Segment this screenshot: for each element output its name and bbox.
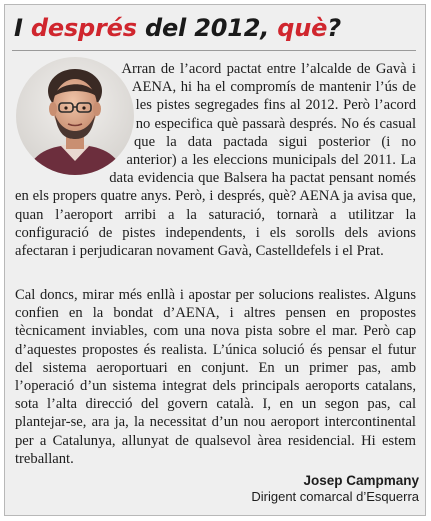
headline-highlight: després [30,14,137,42]
headline-part: del 2012, [136,14,278,42]
paragraph-1-text: Arran de l’acord pactat entre l’alcalde de Gavà i AENA, hi ha el compromís de mantenir l’ús de les pistes segregades fins al 2012. Però l’acord no especifica què passarà després. No és casual que la data pactada sigui posterior (i no anterior) a les eleccions municipals del 2011. La data evidencia que Balsera ha pactat pensant només en els propers quatre anys. Però, i després, què? AENA ja avisa que, quan l’aeroport arribi a la saturació, tornarà a utilitzar la configuració de pistes independents, i els sorolls dels avions afectaran i perjudicaran novament Gavà, Castelldefels i el Prat. [15,61,416,260]
headline-divider [12,50,416,51]
headline-highlight: què [277,14,328,42]
article-paragraph-1 [15,60,416,260]
author-role: Dirigent comarcal d’Esquerra [251,489,419,504]
article-paragraph-2: Cal doncs, mirar més enllà i apostar per solucions realistes. Alguns confien en la bondat d’AENA, i altres pensen en propostes tècnicament inviables, com una nova pista sobre el mar. Però cap d’aquestes propostes és realista. L’única solució és pensar el futur del sistema aeroportuari en conjunt. En un primer pas, amb l’operació d’un sistema integrat dels principals aeroports catalans, sota l’alta direcció del govern català. I, en un segon pas, cal plantejar-se, ara ja, la necessitat d’un nou aeroport intercontinental per a Catalunya, allunyat de qualsevol àrea residencial. Hi estem treballant. [15,287,416,467]
author-name: Josep Campmany [303,473,419,488]
photo-wrap-space [15,60,140,186]
headline-part: ? [327,14,341,42]
headline [14,12,341,44]
author-signature [251,472,419,505]
headline-part: I [14,14,31,42]
